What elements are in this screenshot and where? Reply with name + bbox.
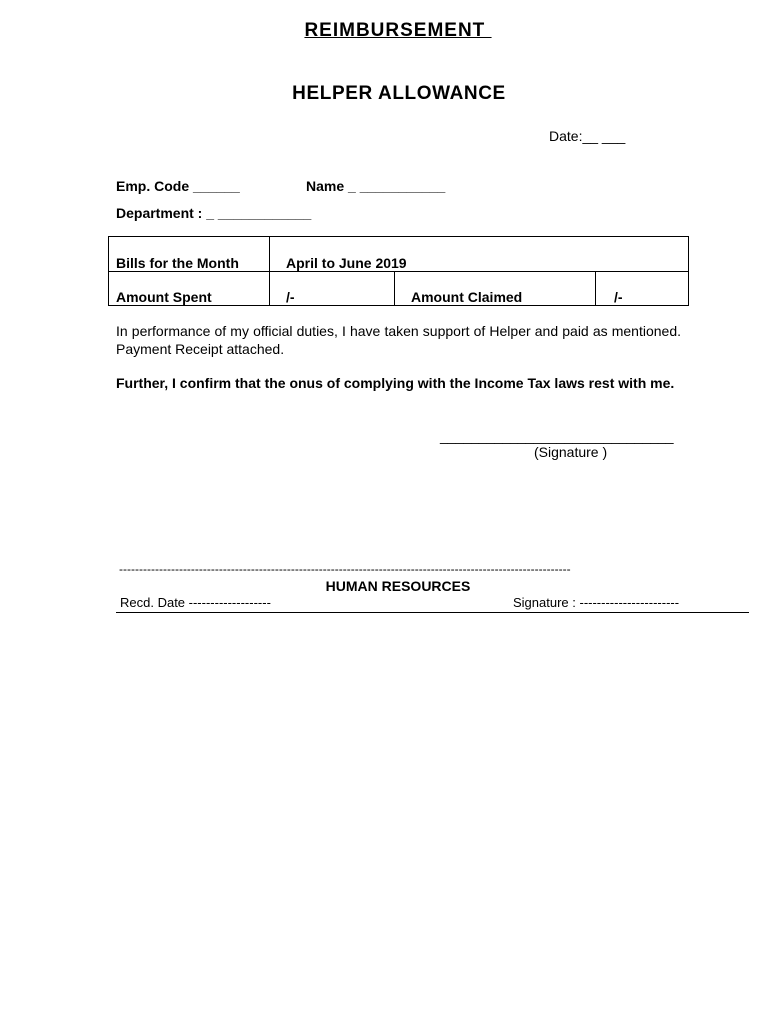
amount-claimed-label: Amount Claimed bbox=[395, 272, 596, 306]
amount-spent-value: /- bbox=[270, 272, 395, 306]
hr-signature-field: Signature : ----------------------- bbox=[513, 595, 680, 610]
form-subtitle: HELPER ALLOWANCE bbox=[292, 83, 506, 104]
amount-spent-label: Amount Spent bbox=[109, 272, 270, 306]
department-field: Department : _ ____________ bbox=[116, 205, 312, 221]
form-title: REIMBURSEMENT bbox=[304, 20, 492, 41]
amount-claimed-value: /- bbox=[596, 272, 689, 306]
table-row bbox=[109, 237, 689, 272]
tax-confirmation-paragraph: Further, I confirm that the onus of complying with the Income Tax laws rest with me. bbox=[116, 375, 675, 391]
signature-line: ______________________________ bbox=[440, 428, 674, 444]
month-label: Bills for the Month bbox=[109, 237, 270, 272]
date-field: Date:__ ___ bbox=[549, 128, 626, 144]
hr-section-title: HUMAN RESOURCES bbox=[325, 578, 471, 594]
bills-table bbox=[108, 236, 689, 306]
emp-code-field: Emp. Code ______ bbox=[116, 178, 240, 194]
table-row bbox=[109, 272, 689, 306]
section-separator: ----------------------------------------------------------------------------------------------------------------- bbox=[119, 562, 571, 576]
month-value: April to June 2019 bbox=[270, 237, 689, 272]
bottom-divider bbox=[116, 612, 749, 613]
name-field: Name _ ___________ bbox=[306, 178, 446, 194]
received-date-field: Recd. Date ------------------- bbox=[120, 595, 271, 610]
signature-label: (Signature ) bbox=[534, 444, 608, 460]
declaration-paragraph: In performance of my official duties, I have taken support of Helper and paid as mentioned. Payment Receipt attached. bbox=[116, 323, 681, 357]
